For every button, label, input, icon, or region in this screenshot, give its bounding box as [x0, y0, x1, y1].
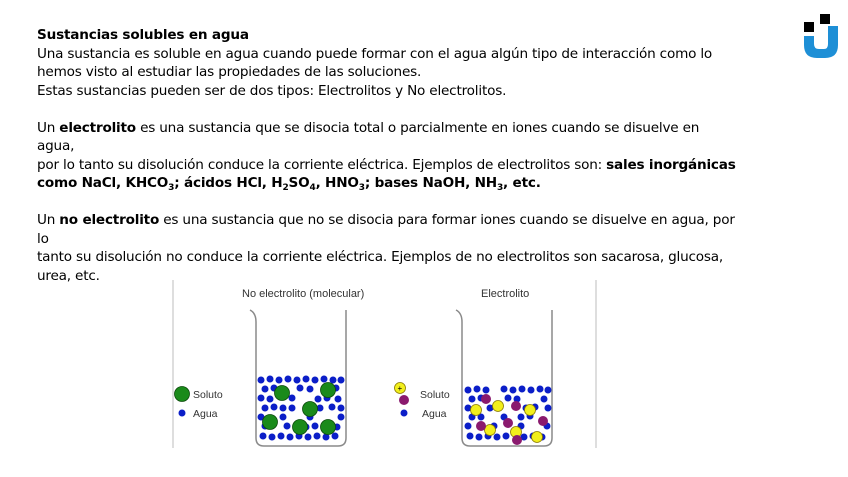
no-electrolito-line-1 — [37, 211, 737, 248]
electrolito-line-1 — [37, 119, 737, 156]
text-run: Un — [37, 119, 60, 136]
legend-soluto-label-right: Soluto — [420, 389, 450, 401]
no-electrolito-line-3: urea, etc. — [37, 267, 100, 284]
legend-agua-label-left: Agua — [193, 408, 218, 420]
legend-water-molecule-right — [401, 410, 408, 417]
plus-sign: + — [397, 384, 403, 393]
term-no-electrolito: no electrolito — [59, 212, 160, 228]
legend-soluto-label-left: Soluto — [193, 389, 223, 401]
intro-line-1: Una sustancia es soluble en agua cuando puede formar con el agua algún tipo de interacción como lo — [37, 45, 713, 62]
text-run: , HNO — [315, 175, 359, 191]
subscript: 4 — [309, 183, 316, 193]
heading: Sustancias solubles en agua — [37, 27, 249, 43]
intro-line-3: Estas sustancias pueden ser de dos tipos: Electrolitos y No electrolitos. — [37, 82, 507, 99]
text-run: es una sustancia que se disocia total o parcialmente en iones cuando se disuelve en agua, — [37, 119, 700, 154]
no-electrolito-line-2: tanto su disolución no conduce la corriente eléctrica. Ejemplos de no electrolitos son sacarosa, glucosa, — [37, 249, 724, 265]
legend-water-molecule — [179, 410, 186, 417]
left-beaker — [250, 310, 346, 446]
text-run: como NaCl, KHCO — [37, 175, 169, 191]
text-content — [37, 26, 737, 285]
term-electrolito: electrolito — [59, 119, 136, 136]
subscript: 3 — [496, 183, 504, 193]
legend-solute-molecule — [175, 387, 190, 402]
legend-agua-label-right: Agua — [422, 408, 447, 420]
solution-diagram — [170, 280, 600, 450]
subscript: 3 — [358, 183, 365, 193]
university-logo-icon — [804, 14, 838, 58]
left-beaker-title: No electrolito (molecular) — [242, 288, 365, 300]
right-beaker — [456, 310, 552, 446]
electrolito-line-3 — [37, 174, 737, 193]
intro-line-2: hemos visto al estudiar las propiedades de las soluciones. — [37, 64, 422, 80]
subscript: 3 — [168, 183, 175, 193]
text-run: ; bases NaOH, NH — [364, 175, 497, 191]
text-run: es una sustancia que no se disocia para formar iones cuando se disuelve en agua, por lo — [37, 212, 735, 247]
term-sales: sales inorgánicas — [606, 156, 736, 173]
legend-anion — [399, 395, 409, 405]
text-run: ; ácidos HCl, H — [174, 175, 283, 191]
text-run: , etc. — [503, 175, 541, 191]
text-run: SO — [288, 175, 310, 191]
text-run: por lo tanto su disolución conduce la corriente eléctrica. Ejemplos de electrolitos son: — [37, 156, 607, 173]
right-beaker-title: Electrolito — [481, 288, 530, 300]
subscript: 2 — [282, 183, 289, 193]
electrolito-line-2 — [37, 156, 737, 175]
text-run: Un — [37, 212, 60, 228]
